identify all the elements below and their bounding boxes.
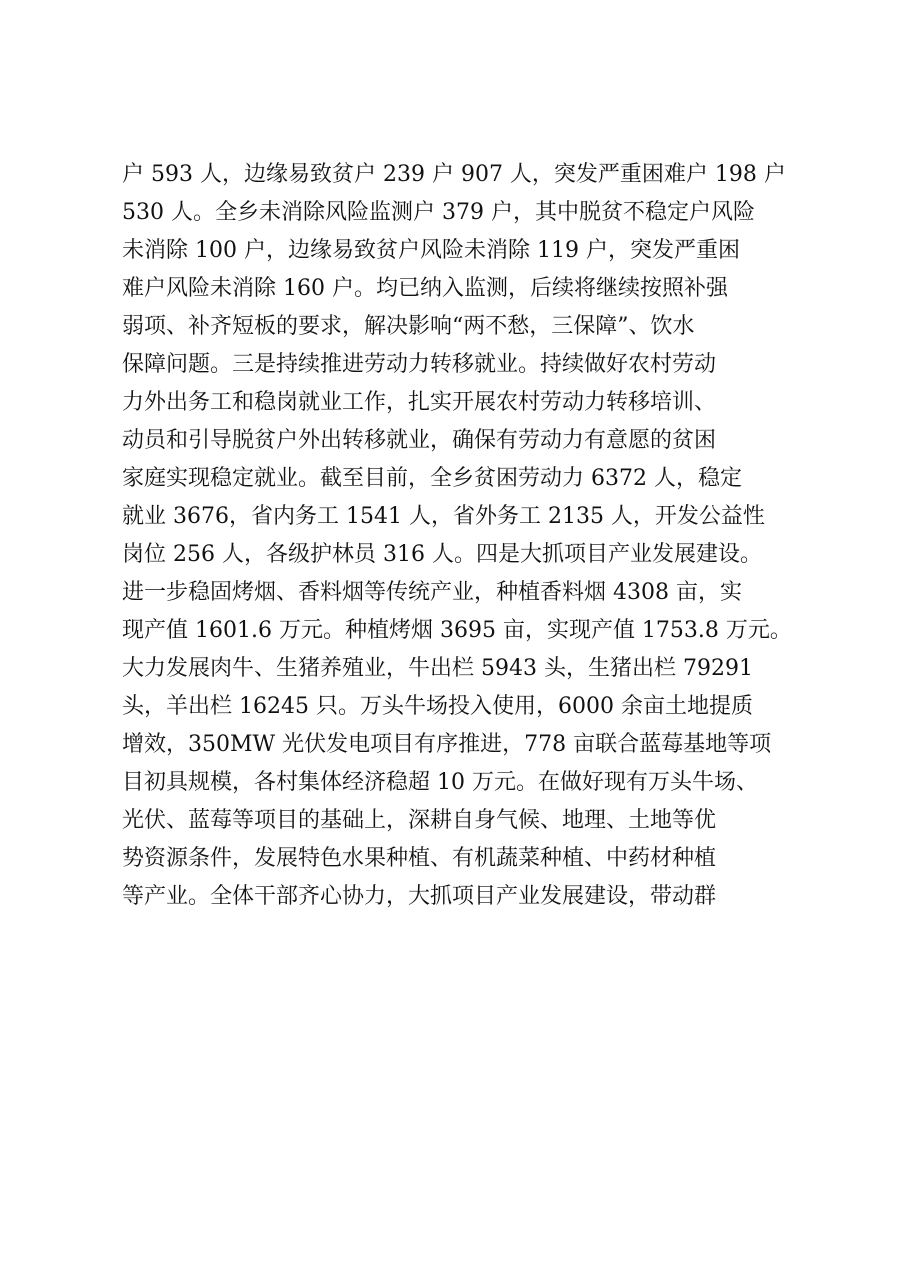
text-line: 家庭实现稳定就业。截至目前，全乡贫困劳动力 6372 人，稳定 <box>122 466 742 491</box>
text-line: 现产值 1601.6 万元。种植烤烟 3695 亩，实现产值 1753.8 万元。 <box>122 618 792 643</box>
text-line: 目初具规模，各村集体经济稳超 10 万元。在做好现有万头牛场、 <box>122 770 758 795</box>
text-line: 难户风险未消除 160 户。均已纳入监测，后续将继续按照补强 <box>122 276 728 301</box>
text-line: 光伏、蓝莓等项目的基础上，深耕自身气候、地理、土地等优 <box>122 808 717 833</box>
text-line: 力外出务工和稳岗就业工作，扎实开展农村劳动力转移培训、 <box>122 390 717 415</box>
text-line: 增效，350MW 光伏发电项目有序推进，778 亩联合蓝莓基地等项 <box>122 732 772 757</box>
text-line: 就业 3676，省内务工 1541 人，省外务工 2135 人，开发公益性 <box>122 504 765 529</box>
text-line: 户 593 人，边缘易致贫户 239 户 907 人，突发严重困难户 198 户 <box>122 162 786 187</box>
text-line: 头，羊出栏 16245 只。万头牛场投入使用，6000 余亩土地提质 <box>122 694 753 719</box>
text-line: 未消除 100 户，边缘易致贫户风险未消除 119 户，突发严重困 <box>122 238 740 263</box>
text-line: 大力发展肉牛、生猪养殖业，牛出栏 5943 头，生猪出栏 79291 <box>122 656 753 681</box>
text-line: 势资源条件，发展特色水果种植、有机蔬菜种植、中药材种植 <box>122 846 717 871</box>
text-line: 保障问题。三是持续推进劳动力转移就业。持续做好农村劳动 <box>122 352 717 377</box>
text-line: 进一步稳固烤烟、香料烟等传统产业，种植香料烟 4308 亩，实 <box>122 580 742 605</box>
text-line: 动员和引导脱贫户外出转移就业，确保有劳动力有意愿的贫困 <box>122 428 717 453</box>
body-paragraph <box>122 156 822 916</box>
text-line: 530 人。全乡未消除风险监测户 379 户，其中脱贫不稳定户风险 <box>122 200 755 225</box>
text-line: 弱项、补齐短板的要求，解决影响“两不愁，三保障”、饮水 <box>122 314 695 339</box>
text-line: 岗位 256 人，各级护林员 316 人。四是大抓项目产业发展建设。 <box>122 542 762 567</box>
text-line: 等产业。全体干部齐心协力，大抓项目产业发展建设，带动群 <box>122 884 717 909</box>
